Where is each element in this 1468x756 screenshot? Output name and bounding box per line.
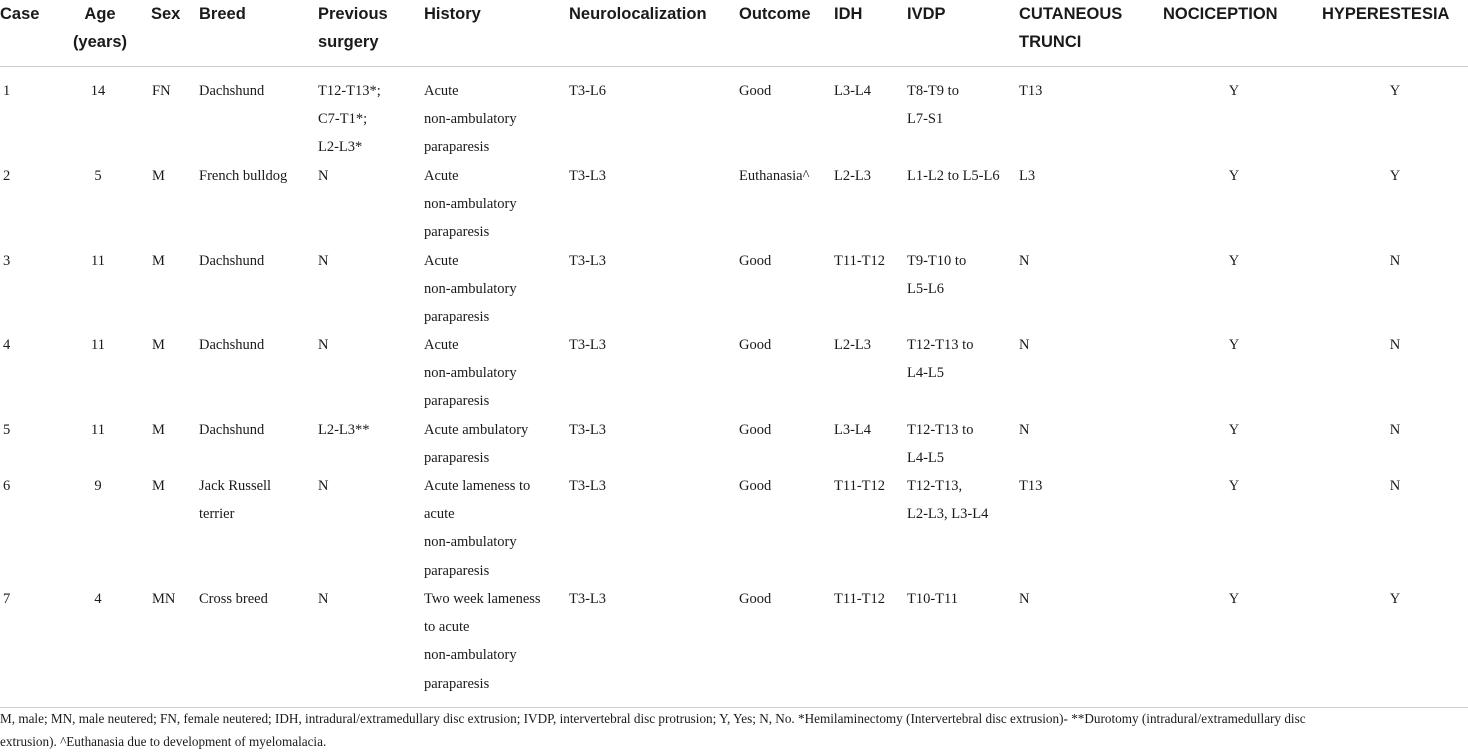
cell-line: L2-L3, L3-L4 <box>907 506 989 523</box>
cell-age <box>70 162 126 190</box>
footnote-line: M, male; MN, male neutered; FN, female neutered; IDH, intradural/extramedullary disc extrusion; IVDP, intervertebral disc protrusion; Y, Yes; N, No. *Hemilaminectomy (Intervertebral disc extrusion)- **Durotomy (intradural/extramedullary disc <box>0 711 1306 726</box>
column-header-cutaneous-trunci <box>1019 0 1149 56</box>
cell-line: N <box>1019 422 1030 438</box>
cell-line: 2 <box>3 168 11 184</box>
cell-outcome <box>739 585 829 613</box>
cell-idh <box>834 472 904 500</box>
cell-line: T12-T13*; <box>318 83 381 99</box>
header-line: IDH <box>834 5 863 23</box>
cell-line: M <box>152 422 165 438</box>
cell-line: L5-L6 <box>907 281 945 298</box>
cell-line: T13 <box>1019 478 1043 494</box>
cell-line: 5 <box>94 168 102 184</box>
cell-neurolocalization <box>569 247 729 275</box>
cell-hyperestesia <box>1320 247 1468 275</box>
cell-line: Y <box>1228 83 1240 99</box>
cell-outcome <box>739 162 829 190</box>
header-line: surgery <box>318 33 379 51</box>
cell-cutaneous-trunci <box>1019 331 1139 359</box>
cell-hyperestesia <box>1320 162 1468 190</box>
column-header-age <box>70 0 130 56</box>
cell-line: Y <box>1389 83 1401 99</box>
column-header-outcome <box>739 0 829 28</box>
cell-line: non-ambulatory <box>424 281 517 298</box>
cell-line: Cross breed <box>199 591 268 607</box>
cell-cutaneous-trunci <box>1019 585 1139 613</box>
cell-line: N <box>318 168 329 184</box>
cell-case <box>3 585 43 613</box>
cell-ivdp <box>907 416 1017 472</box>
cell-case <box>3 162 43 190</box>
cell-line: Euthanasia^ <box>739 168 810 184</box>
cell-idh <box>834 162 904 190</box>
cell-line: paraparesis <box>424 675 490 692</box>
cell-line: M <box>152 478 165 494</box>
cell-line: N <box>1389 422 1401 438</box>
cell-neurolocalization <box>569 416 729 444</box>
cell-line: N <box>1389 478 1401 494</box>
cell-hyperestesia <box>1320 77 1468 105</box>
cell-line: 3 <box>3 253 11 269</box>
cell-line: L4-L5 <box>907 365 945 382</box>
cell-hyperestesia <box>1320 472 1468 500</box>
cell-line: 4 <box>3 337 11 353</box>
cell-history <box>424 162 564 247</box>
cell-line: Y <box>1228 422 1240 438</box>
cell-line: L3-L4 <box>834 83 872 99</box>
cell-line: T12-T13 to <box>907 422 974 438</box>
cell-line: L2-L3* <box>318 139 363 156</box>
cell-cutaneous-trunci <box>1019 472 1139 500</box>
cell-age <box>70 77 126 105</box>
cell-previous-surgery <box>318 472 418 500</box>
cell-line: N <box>1019 253 1030 269</box>
cell-sex <box>152 331 192 359</box>
cell-case <box>3 77 43 105</box>
cell-line: L2-L3 <box>834 337 872 353</box>
cell-neurolocalization <box>569 331 729 359</box>
cell-line: non-ambulatory <box>424 111 517 128</box>
cell-case <box>3 247 43 275</box>
cell-line: T13 <box>1019 83 1043 99</box>
cell-history <box>424 247 564 332</box>
cell-age <box>70 472 126 500</box>
cell-line: L3-L4 <box>834 422 872 438</box>
cell-sex <box>152 416 192 444</box>
cell-age <box>70 416 126 444</box>
cell-line: non-ambulatory <box>424 196 517 213</box>
column-header-nociception <box>1163 0 1308 28</box>
cell-history <box>424 472 564 585</box>
cell-outcome <box>739 247 829 275</box>
cell-line: L2-L3 <box>834 168 872 184</box>
cell-line: non-ambulatory <box>424 534 517 551</box>
cell-line: T3-L3 <box>569 422 607 438</box>
cell-line: T3-L3 <box>569 253 607 269</box>
cell-nociception <box>1164 162 1304 190</box>
column-header-previous-surgery <box>318 0 418 56</box>
cell-line: FN <box>152 83 171 99</box>
cell-line: T11-T12 <box>834 591 886 607</box>
cell-line: T3-L3 <box>569 478 607 494</box>
header-line: CUTANEOUS <box>1019 5 1123 23</box>
cell-age <box>70 247 126 275</box>
cell-line: T3-L3 <box>569 168 607 184</box>
cell-line: 1 <box>3 83 11 99</box>
header-line: NOCICEPTION <box>1163 5 1278 23</box>
cell-neurolocalization <box>569 77 729 105</box>
header-line: Age <box>84 5 116 23</box>
cell-line: Acute <box>424 337 459 353</box>
column-header-breed <box>199 0 299 28</box>
cell-outcome <box>739 331 829 359</box>
cell-line: Good <box>739 83 772 99</box>
cell-line: French bulldog <box>199 168 288 184</box>
cell-breed <box>199 77 309 105</box>
header-line: Sex <box>151 5 181 23</box>
cell-line: L1-L2 to L5-L6 <box>907 168 1000 184</box>
cell-ivdp <box>907 162 1017 190</box>
cell-line: paraparesis <box>424 139 490 156</box>
cell-line: M <box>152 253 165 269</box>
cell-outcome <box>739 77 829 105</box>
cell-sex <box>152 162 192 190</box>
cell-line: N <box>1019 337 1030 353</box>
cell-line: 11 <box>91 253 105 269</box>
header-line: Previous <box>318 5 388 23</box>
cell-history <box>424 416 564 472</box>
cell-line: Y <box>1228 591 1240 607</box>
cell-ivdp <box>907 331 1017 387</box>
cell-line: Y <box>1228 168 1240 184</box>
cell-line: acute <box>424 506 455 523</box>
cell-line: Acute ambulatory <box>424 422 529 438</box>
cell-line: N <box>318 478 329 494</box>
cell-idh <box>834 585 904 613</box>
cell-line: terrier <box>199 506 235 523</box>
cell-line: Good <box>739 478 772 494</box>
cell-idh <box>834 247 904 275</box>
cell-line: N <box>1389 253 1401 269</box>
cell-line: C7-T1*; <box>318 111 368 128</box>
cell-neurolocalization <box>569 585 729 613</box>
cell-line: 9 <box>94 478 102 494</box>
cell-line: 7 <box>3 591 11 607</box>
cell-line: 5 <box>3 422 11 438</box>
cell-line: 14 <box>90 83 106 99</box>
cell-hyperestesia <box>1320 331 1468 359</box>
cell-nociception <box>1164 77 1304 105</box>
footnote-line: extrusion). ^Euthanasia due to development of myelomalacia. <box>0 734 327 749</box>
cell-line: T10-T11 <box>907 591 959 607</box>
cell-line: Dachshund <box>199 422 265 438</box>
header-line: (years) <box>72 33 128 51</box>
cell-line: paraparesis <box>424 309 490 326</box>
cell-cutaneous-trunci <box>1019 247 1139 275</box>
cell-line: 6 <box>3 478 11 494</box>
cell-line: Dachshund <box>199 337 265 353</box>
cell-sex <box>152 247 192 275</box>
cell-neurolocalization <box>569 472 729 500</box>
cell-ivdp <box>907 472 1017 528</box>
cell-breed <box>199 331 309 359</box>
cell-case <box>3 472 43 500</box>
cell-line: M <box>152 337 165 353</box>
cell-breed <box>199 585 309 613</box>
cell-line: Acute <box>424 83 459 99</box>
column-header-ivdp <box>907 0 1017 28</box>
cell-line: 11 <box>91 337 105 353</box>
cell-sex <box>152 472 192 500</box>
cell-ivdp <box>907 77 1017 133</box>
cell-line: Acute lameness to <box>424 478 531 494</box>
cell-line: non-ambulatory <box>424 647 517 664</box>
cell-nociception <box>1164 472 1304 500</box>
cell-ivdp <box>907 585 1017 613</box>
column-header-case <box>0 0 45 28</box>
column-header-sex <box>151 0 191 28</box>
cell-line: N <box>1019 591 1030 607</box>
cell-neurolocalization <box>569 162 729 190</box>
cell-line: Good <box>739 337 772 353</box>
cell-line: Acute <box>424 253 459 269</box>
cell-previous-surgery <box>318 416 418 444</box>
header-line: Case <box>0 5 40 23</box>
cell-line: non-ambulatory <box>424 365 517 382</box>
cell-nociception <box>1164 331 1304 359</box>
cell-previous-surgery <box>318 247 418 275</box>
cell-previous-surgery <box>318 77 418 162</box>
cell-line: Good <box>739 591 772 607</box>
cell-previous-surgery <box>318 162 418 190</box>
cell-line: MN <box>152 591 176 607</box>
cell-line: T12-T13, <box>907 478 963 494</box>
cell-line: T3-L6 <box>569 83 607 99</box>
column-header-idh <box>834 0 904 28</box>
table-footnote <box>0 707 1460 753</box>
cell-hyperestesia <box>1320 416 1468 444</box>
cell-history <box>424 585 564 698</box>
cell-line: Two week lameness <box>424 591 541 607</box>
cell-age <box>70 331 126 359</box>
cell-line: paraparesis <box>424 450 490 467</box>
cell-case <box>3 416 43 444</box>
cell-line: T8-T9 to <box>907 83 959 99</box>
cell-line: N <box>318 253 329 269</box>
cell-history <box>424 77 564 162</box>
cell-sex <box>152 77 192 105</box>
cell-breed <box>199 472 309 528</box>
cell-line: T11-T12 <box>834 478 886 494</box>
cell-breed <box>199 247 309 275</box>
cell-line: Jack Russell <box>199 478 272 494</box>
header-line: History <box>424 5 481 23</box>
cell-idh <box>834 416 904 444</box>
cell-line: T9-T10 to <box>907 253 967 269</box>
cell-line: N <box>1389 337 1401 353</box>
cell-line: Y <box>1228 253 1240 269</box>
cell-line: Dachshund <box>199 253 265 269</box>
cell-line: to acute <box>424 619 470 636</box>
cell-line: paraparesis <box>424 562 490 579</box>
cell-line: T11-T12 <box>834 253 886 269</box>
cell-line: Y <box>1228 478 1240 494</box>
header-line: Breed <box>199 5 246 23</box>
cell-line: T3-L3 <box>569 337 607 353</box>
column-header-neurolocalization <box>569 0 729 28</box>
cell-line: L4-L5 <box>907 450 945 467</box>
cell-line: T3-L3 <box>569 591 607 607</box>
cell-cutaneous-trunci <box>1019 162 1139 190</box>
cell-previous-surgery <box>318 331 418 359</box>
cell-outcome <box>739 472 829 500</box>
cell-line: paraparesis <box>424 224 490 241</box>
cell-outcome <box>739 416 829 444</box>
cell-nociception <box>1164 247 1304 275</box>
cell-line: 4 <box>94 591 102 607</box>
cell-line: Y <box>1389 591 1401 607</box>
cell-line: Good <box>739 422 772 438</box>
header-line: HYPERESTESIA <box>1322 5 1450 23</box>
cell-cutaneous-trunci <box>1019 77 1139 105</box>
header-line: IVDP <box>907 5 946 23</box>
cell-idh <box>834 331 904 359</box>
header-line: Outcome <box>739 5 811 23</box>
header-line: Neurolocalization <box>569 5 707 23</box>
cell-line: N <box>318 337 329 353</box>
cell-line: 11 <box>91 422 105 438</box>
header-line: TRUNCI <box>1019 33 1082 51</box>
cell-nociception <box>1164 585 1304 613</box>
cell-previous-surgery <box>318 585 418 613</box>
cell-line: Dachshund <box>199 83 265 99</box>
cell-line: L2-L3** <box>318 422 370 438</box>
cell-cutaneous-trunci <box>1019 416 1139 444</box>
cell-line: Good <box>739 253 772 269</box>
cell-age <box>70 585 126 613</box>
column-header-history <box>424 0 564 28</box>
cell-history <box>424 331 564 416</box>
cell-breed <box>199 416 309 444</box>
cell-line: paraparesis <box>424 393 490 410</box>
cell-line: Y <box>1228 337 1240 353</box>
cell-breed <box>199 162 309 190</box>
cell-case <box>3 331 43 359</box>
cell-idh <box>834 77 904 105</box>
cell-hyperestesia <box>1320 585 1468 613</box>
cell-line: Acute <box>424 168 459 184</box>
cell-ivdp <box>907 247 1017 303</box>
cell-line: L7-S1 <box>907 111 944 128</box>
column-header-hyperestesia <box>1322 0 1468 28</box>
cell-sex <box>152 585 192 613</box>
cell-line: N <box>318 591 329 607</box>
cell-line: T12-T13 to <box>907 337 974 353</box>
cell-line: Y <box>1389 168 1401 184</box>
cell-line: L3 <box>1019 168 1036 184</box>
table-header <box>0 0 1468 67</box>
cell-line: M <box>152 168 165 184</box>
cell-nociception <box>1164 416 1304 444</box>
